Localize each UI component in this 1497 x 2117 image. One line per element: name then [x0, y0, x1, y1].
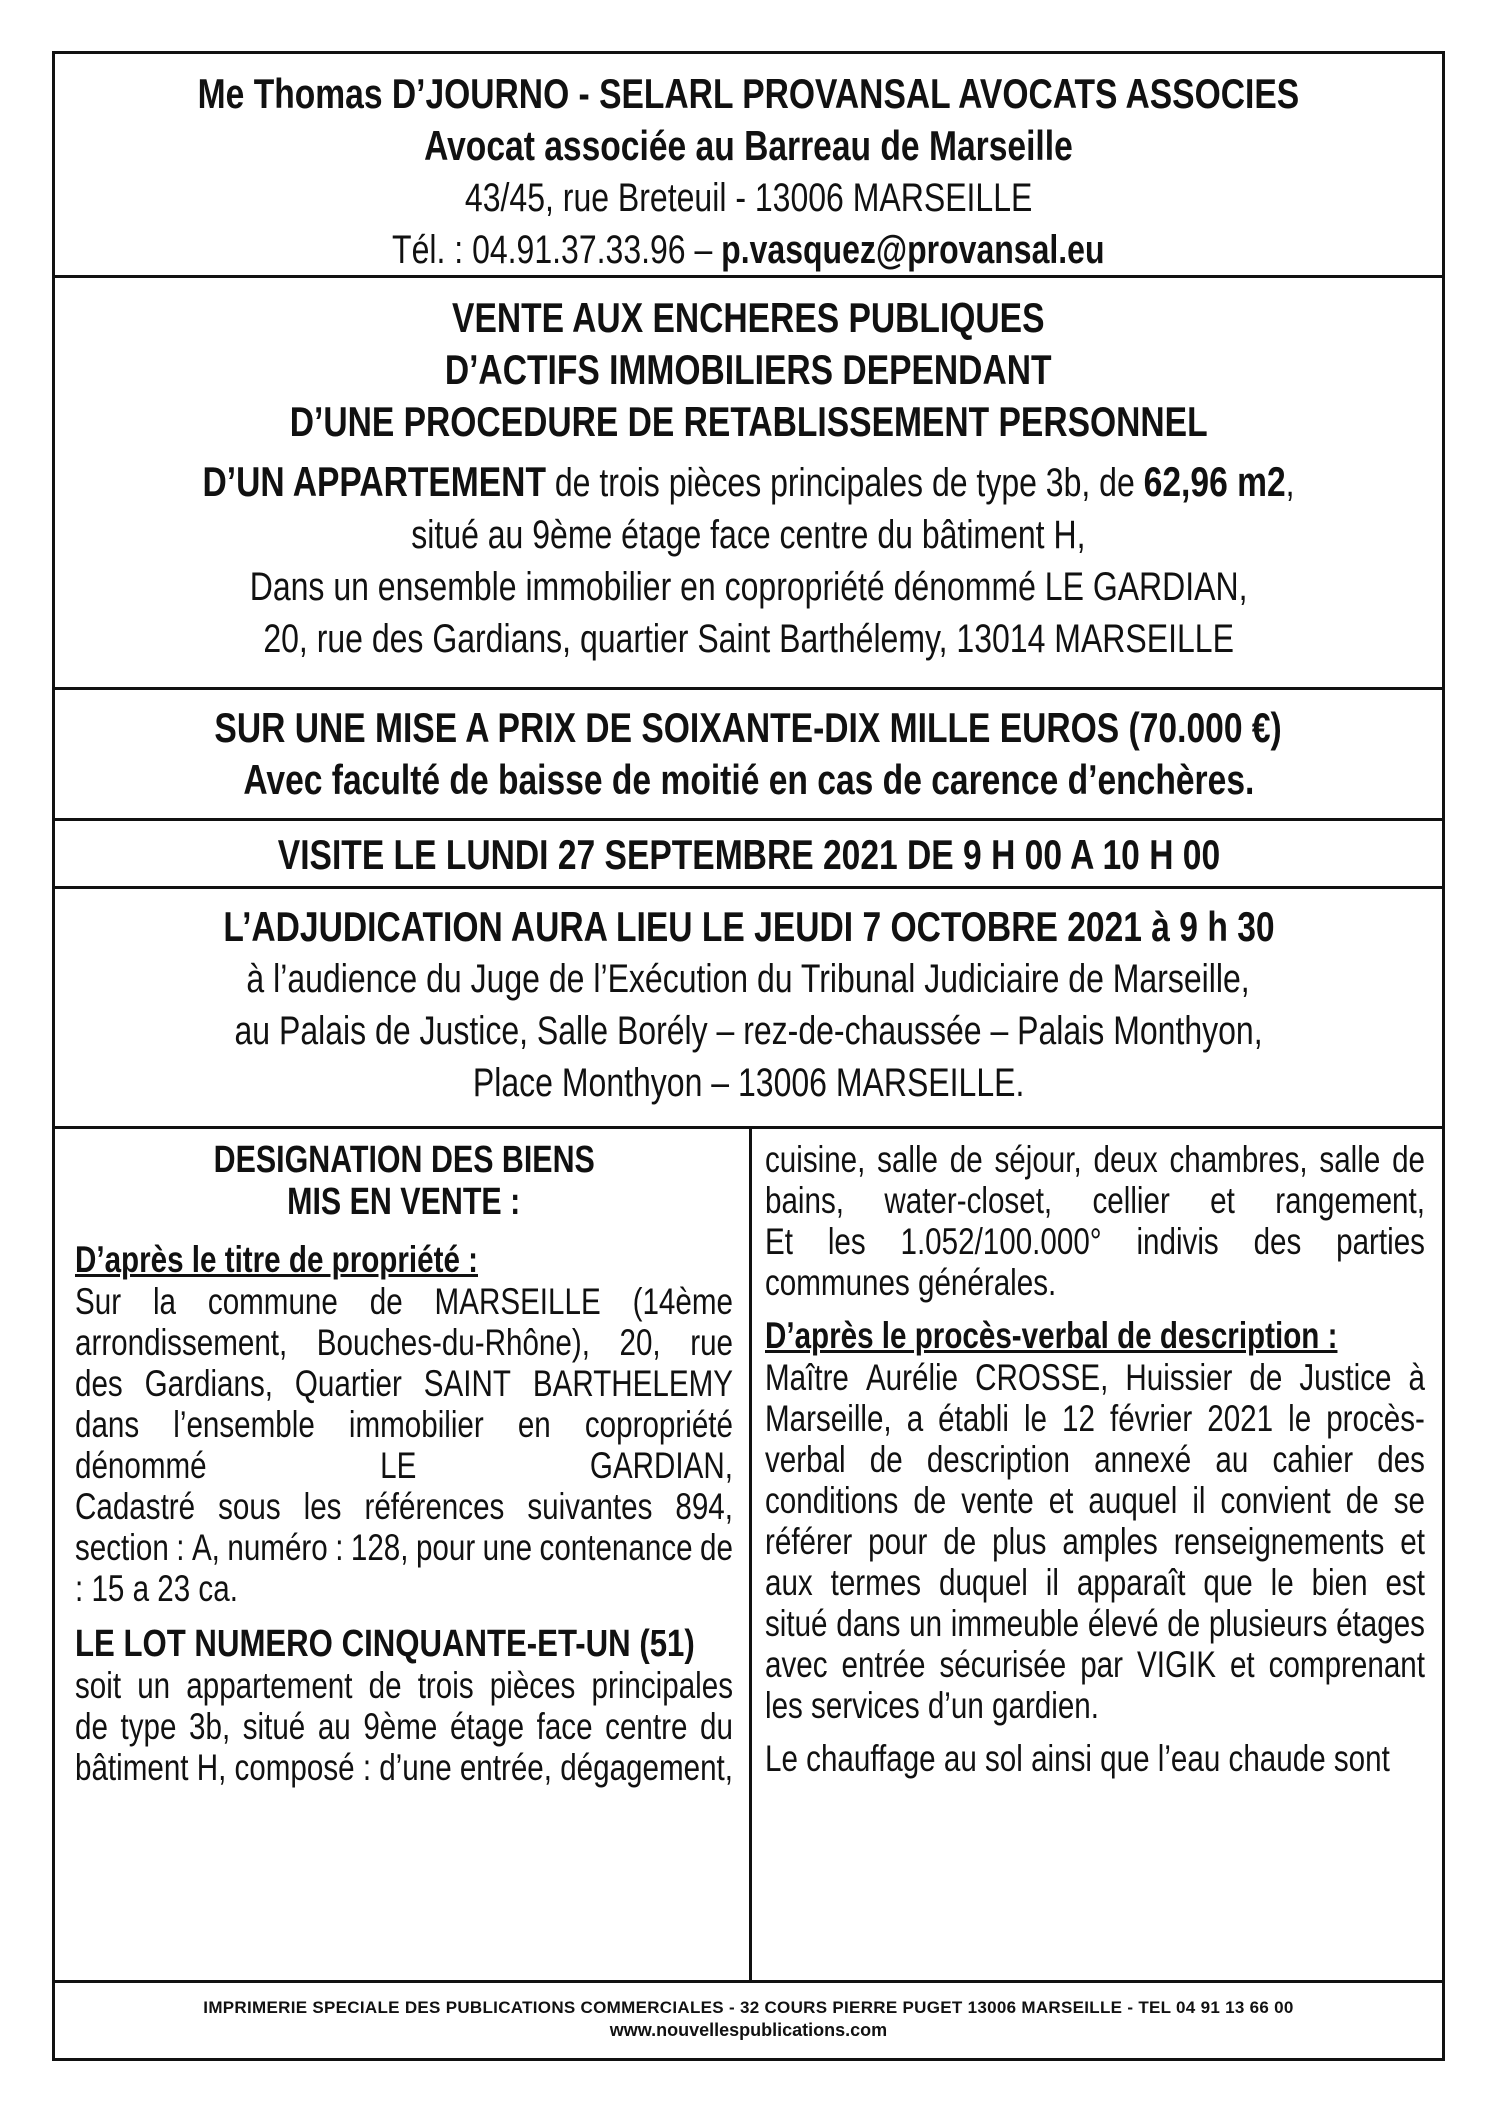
adjudication-venue: au Palais de Justice, Salle Borély – rez-de-chaussée – Palais Monthyon,	[234, 1009, 1263, 1053]
price-section	[55, 690, 1442, 821]
visit-date: VISITE LE LUNDI 27 SEPTEMBRE 2021 DE 9 H 00 A 10 H 00	[277, 831, 1220, 878]
text-line: référer pour de plus amples renseignements et	[765, 1521, 1425, 1562]
lot-description	[75, 1665, 733, 1788]
text-line: soit un appartement de trois pièces principales	[75, 1665, 733, 1706]
apartment-area: 62,96 m2	[1143, 458, 1286, 505]
text-line: avec entrée sécurisée par VIGIK et comprenant	[765, 1644, 1425, 1685]
lot-title: LE LOT NUMERO CINQUANTE-ET-UN (51)	[75, 1623, 695, 1665]
heating-text: Le chauffage au sol ainsi que l’eau chaude sont	[765, 1738, 1390, 1779]
description-report-subheading: D’après le procès-verbal de description :	[765, 1315, 1338, 1356]
price-reduction-note: Avec faculté de baisse de moitié en cas de carence d’enchères.	[243, 756, 1254, 803]
text-line: conditions de vente et auquel il convient de se	[765, 1480, 1425, 1521]
apartment-label: D’UN APPARTEMENT	[202, 458, 546, 505]
visit-section	[55, 821, 1442, 889]
property-details	[55, 1129, 1442, 1983]
text-line: dénommé LE GARDIAN,	[75, 1445, 733, 1486]
left-column	[75, 1139, 733, 1788]
text-line: de type 3b, situé au 9ème étage face centre du	[75, 1706, 733, 1747]
legal-notice-page	[52, 51, 1445, 2061]
text-line: Cadastré sous les références suivantes 894,	[75, 1486, 733, 1527]
designation-heading-2: MIS EN VENTE :	[287, 1181, 521, 1223]
text-line: situé dans un immeuble élevé de plusieurs étages	[765, 1603, 1425, 1644]
apartment-building: Dans un ensemble immobilier en copropriété dénommé LE GARDIAN,	[249, 565, 1248, 609]
column-divider	[749, 1129, 752, 1980]
lawyer-contact	[392, 224, 1104, 276]
text-line: des Gardians, Quartier SAINT BARTHELEMY	[75, 1363, 733, 1404]
lawyer-header	[55, 54, 1442, 278]
apartment-text: de trois pièces principales de type 3b, de	[545, 461, 1144, 505]
right-column	[765, 1139, 1425, 1779]
designation-heading-1: DESIGNATION DES BIENS	[213, 1139, 595, 1181]
lawyer-phone: Tél. : 04.91.37.33.96 –	[392, 228, 722, 272]
apartment-text-end: ,	[1285, 461, 1295, 505]
text-line: verbal de description annexé au cahier des	[765, 1439, 1425, 1480]
adjudication-address: Place Monthyon – 13006 MARSEILLE.	[472, 1061, 1025, 1105]
sale-title-3: D’UNE PROCEDURE DE RETABLISSEMENT PERSONNEL	[289, 398, 1208, 445]
sale-section	[55, 278, 1442, 690]
text-line: arrondissement, Bouches-du-Rhône), 20, rue	[75, 1322, 733, 1363]
printer-footer	[55, 1983, 1442, 2041]
text-line: section : A, numéro : 128, pour une contenance de	[75, 1527, 733, 1568]
text-line: aux termes duquel il apparaît que le bien est	[765, 1562, 1425, 1603]
text-line: les services d’un gardien.	[765, 1685, 1099, 1726]
text-line: bains, water-closet, cellier et rangement,	[765, 1180, 1425, 1221]
apartment-location: situé au 9ème étage face centre du bâtiment H,	[411, 513, 1086, 557]
lawyer-name: Me Thomas D’JOURNO - SELARL PROVANSAL AVOCATS ASSOCIES	[197, 70, 1300, 117]
printer-website[interactable]: www.nouvellespublications.com	[609, 2020, 888, 2040]
description-report-text	[765, 1357, 1425, 1726]
adjudication-section	[55, 889, 1442, 1129]
text-line: Et les 1.052/100.000° indivis des parties	[765, 1221, 1425, 1262]
adjudication-court: à l’audience du Juge de l’Exécution du Tribunal Judiciaire de Marseille,	[246, 957, 1251, 1001]
text-line: bâtiment H, composé : d’une entrée, dégagement,	[75, 1747, 733, 1788]
apartment-address: 20, rue des Gardians, quartier Saint Barthélemy, 13014 MARSEILLE	[263, 617, 1234, 661]
lawyer-address: 43/45, rue Breteuil - 13006 MARSEILLE	[464, 176, 1033, 220]
text-line: Marseille, a établi le 12 février 2021 le procès-	[765, 1398, 1425, 1439]
lawyer-email[interactable]: p.vasquez@provansal.eu	[721, 228, 1105, 272]
lawyer-title: Avocat associée au Barreau de Marseille	[424, 122, 1073, 169]
title-deed-subheading: D’après le titre de propriété :	[75, 1239, 478, 1280]
adjudication-date: L’ADJUDICATION AURA LIEU LE JEUDI 7 OCTOBRE 2021 à 9 h 30	[222, 903, 1275, 950]
starting-price: SUR UNE MISE A PRIX DE SOIXANTE-DIX MILLE EUROS (70.000 €)	[214, 704, 1283, 751]
text-line: communes générales.	[765, 1262, 1057, 1303]
printer-address: IMPRIMERIE SPECIALE DES PUBLICATIONS COMMERCIALES - 32 COURS PIERRE PUGET 13006 MARSEILLE - TEL 04 91 13 66 00	[203, 1998, 1294, 2017]
sale-title-1: VENTE AUX ENCHERES PUBLIQUES	[452, 294, 1045, 341]
title-deed-text	[75, 1281, 733, 1609]
text-line: Sur la commune de MARSEILLE (14ème	[75, 1281, 733, 1322]
text-line: Maître Aurélie CROSSE, Huissier de Justice à	[765, 1357, 1425, 1398]
apartment-description	[202, 456, 1294, 509]
lot-rooms-text	[765, 1139, 1425, 1303]
text-line: : 15 a 23 ca.	[75, 1568, 238, 1609]
text-line: dans l’ensemble immobilier en copropriété	[75, 1404, 733, 1445]
sale-title-2: D’ACTIFS IMMOBILIERS DEPENDANT	[445, 346, 1052, 393]
text-line: cuisine, salle de séjour, deux chambres, salle de	[765, 1139, 1425, 1180]
